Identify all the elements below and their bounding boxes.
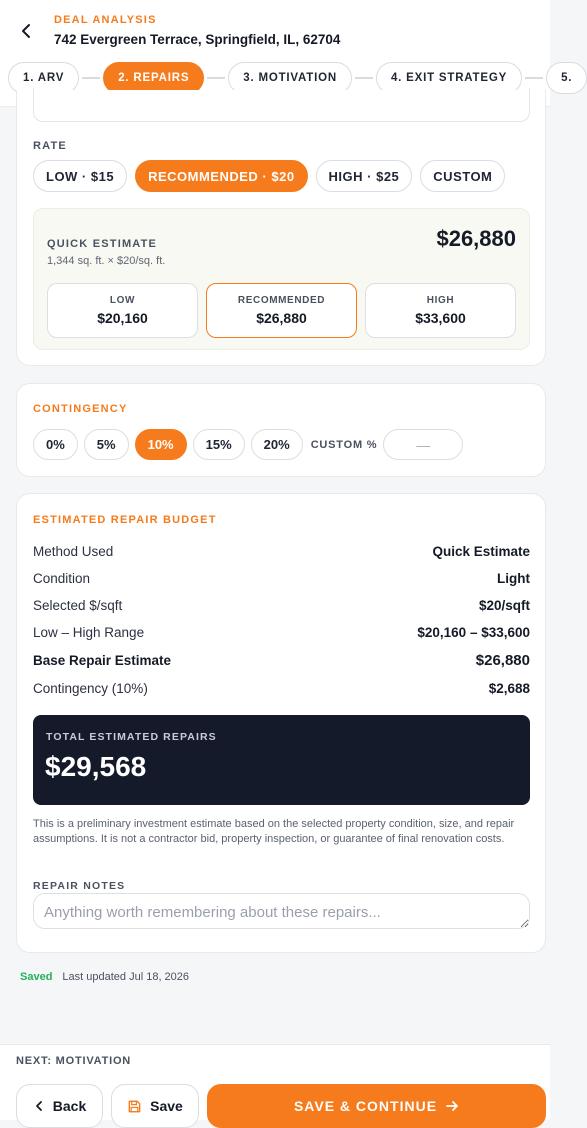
next-step-label: NEXT: MOTIVATION: [16, 1055, 132, 1067]
tier-name: RECOMMENDED: [237, 295, 326, 306]
arrow-right-icon: [445, 1099, 459, 1113]
contingency-20-chip[interactable]: 20%: [251, 429, 303, 460]
contingency-options: [33, 429, 463, 460]
quick-estimate-calc: 1,344 sq. ft. × $20/sq. ft.: [47, 255, 166, 267]
contingency-0-chip[interactable]: 0%: [33, 429, 78, 460]
step-5[interactable]: 5.: [546, 62, 587, 94]
summary-row-base: [33, 646, 530, 675]
quick-estimate-label: QUICK ESTIMATE: [47, 238, 158, 250]
summary-key: Selected $/sqft: [33, 598, 123, 613]
summary-row: [33, 592, 530, 619]
summary-row: [33, 565, 530, 592]
summary-key: Contingency (10%): [33, 681, 148, 696]
repair-notes-label: REPAIR NOTES: [33, 880, 126, 892]
tier-value: $33,600: [415, 310, 466, 326]
step-arv[interactable]: 1. ARV: [8, 62, 79, 94]
back-arrow-icon[interactable]: [18, 22, 36, 40]
save-and-continue-label: SAVE & CONTINUE: [293, 1098, 438, 1114]
step-connector: [525, 77, 543, 79]
total-repairs-panel: [33, 715, 530, 805]
tier-name: LOW: [109, 295, 136, 306]
estimate-disclaimer: This is a preliminary investment estimate based on the selected property condition, size, and repair assumptions. It is not a contractor bid, property inspection, or guarantee of final renovation costs.: [33, 818, 515, 845]
rate-options: [33, 160, 505, 192]
total-repairs-value: $29,568: [45, 751, 147, 782]
step-repairs[interactable]: 2. REPAIRS: [103, 62, 204, 94]
summary-value: $20,160 – $33,600: [417, 625, 530, 640]
contingency-10-chip[interactable]: 10%: [135, 429, 187, 460]
summary-value: Light: [497, 571, 530, 586]
rate-custom-chip[interactable]: CUSTOM: [420, 160, 505, 192]
save-and-continue-button[interactable]: [207, 1084, 546, 1128]
step-exit-strategy[interactable]: 4. EXIT STRATEGY: [376, 62, 522, 94]
page-eyebrow: DEAL ANALYSIS: [54, 14, 157, 26]
contingency-5-chip[interactable]: 5%: [84, 429, 129, 460]
step-connector: [82, 77, 100, 79]
summary-row: [33, 538, 530, 565]
property-address: 742 Evergreen Terrace, Springfield, IL, 62704: [54, 32, 341, 47]
summary-value: $20/sqft: [478, 598, 530, 613]
contingency-card: [16, 383, 546, 477]
summary-key: Condition: [33, 571, 91, 586]
total-repairs-label: TOTAL ESTIMATED REPAIRS: [46, 731, 217, 743]
save-button-label: Save: [150, 1098, 183, 1114]
footer-bar: [0, 1044, 550, 1120]
save-status: [20, 971, 189, 983]
quick-estimate-panel: [33, 208, 530, 350]
rate-low-chip[interactable]: LOW · $15: [33, 160, 127, 192]
tier-name: HIGH: [426, 295, 455, 306]
back-button-label: Back: [52, 1098, 87, 1114]
summary-key: Method Used: [33, 544, 114, 559]
custom-percent-input[interactable]: —: [383, 429, 463, 460]
tier-high[interactable]: [365, 283, 516, 338]
summary-row: [33, 675, 530, 702]
budget-summary: [33, 538, 530, 702]
save-button[interactable]: [111, 1084, 199, 1128]
summary-row: [33, 619, 530, 646]
tier-value: $20,160: [97, 310, 148, 326]
rate-card: [16, 90, 546, 366]
save-icon: [127, 1099, 142, 1114]
repair-notes-input[interactable]: [33, 893, 530, 929]
last-updated: Last updated Jul 18, 2026: [62, 971, 190, 983]
repair-budget-card: [16, 493, 546, 953]
summary-key: Base Repair Estimate: [33, 653, 172, 668]
quick-estimate-total: $26,880: [436, 226, 516, 251]
contingency-15-chip[interactable]: 15%: [193, 429, 245, 460]
custom-percent-label: CUSTOM %: [310, 438, 378, 451]
summary-key: Low – High Range: [33, 625, 145, 640]
step-connector: [355, 77, 373, 79]
tier-recommended[interactable]: [206, 283, 357, 338]
step-connector: [207, 77, 225, 79]
summary-value: $26,880: [475, 652, 530, 669]
rate-high-chip[interactable]: HIGH · $25: [316, 160, 413, 192]
budget-label: ESTIMATED REPAIR BUDGET: [33, 514, 217, 526]
rate-label: RATE: [33, 140, 67, 152]
chevron-left-icon: [33, 1100, 45, 1112]
square-footage-input[interactable]: [33, 88, 530, 122]
summary-value: Quick Estimate: [432, 544, 530, 559]
step-motivation[interactable]: 3. MOTIVATION: [228, 62, 352, 94]
back-button[interactable]: [16, 1084, 103, 1128]
rate-recommended-chip[interactable]: RECOMMENDED · $20: [135, 160, 307, 192]
estimate-tiers: [47, 283, 516, 338]
tier-low[interactable]: [47, 283, 198, 338]
contingency-label: CONTINGENCY: [33, 403, 128, 415]
tier-value: $26,880: [256, 310, 307, 326]
summary-value: $2,688: [488, 681, 530, 696]
saved-indicator: Saved: [20, 971, 53, 983]
